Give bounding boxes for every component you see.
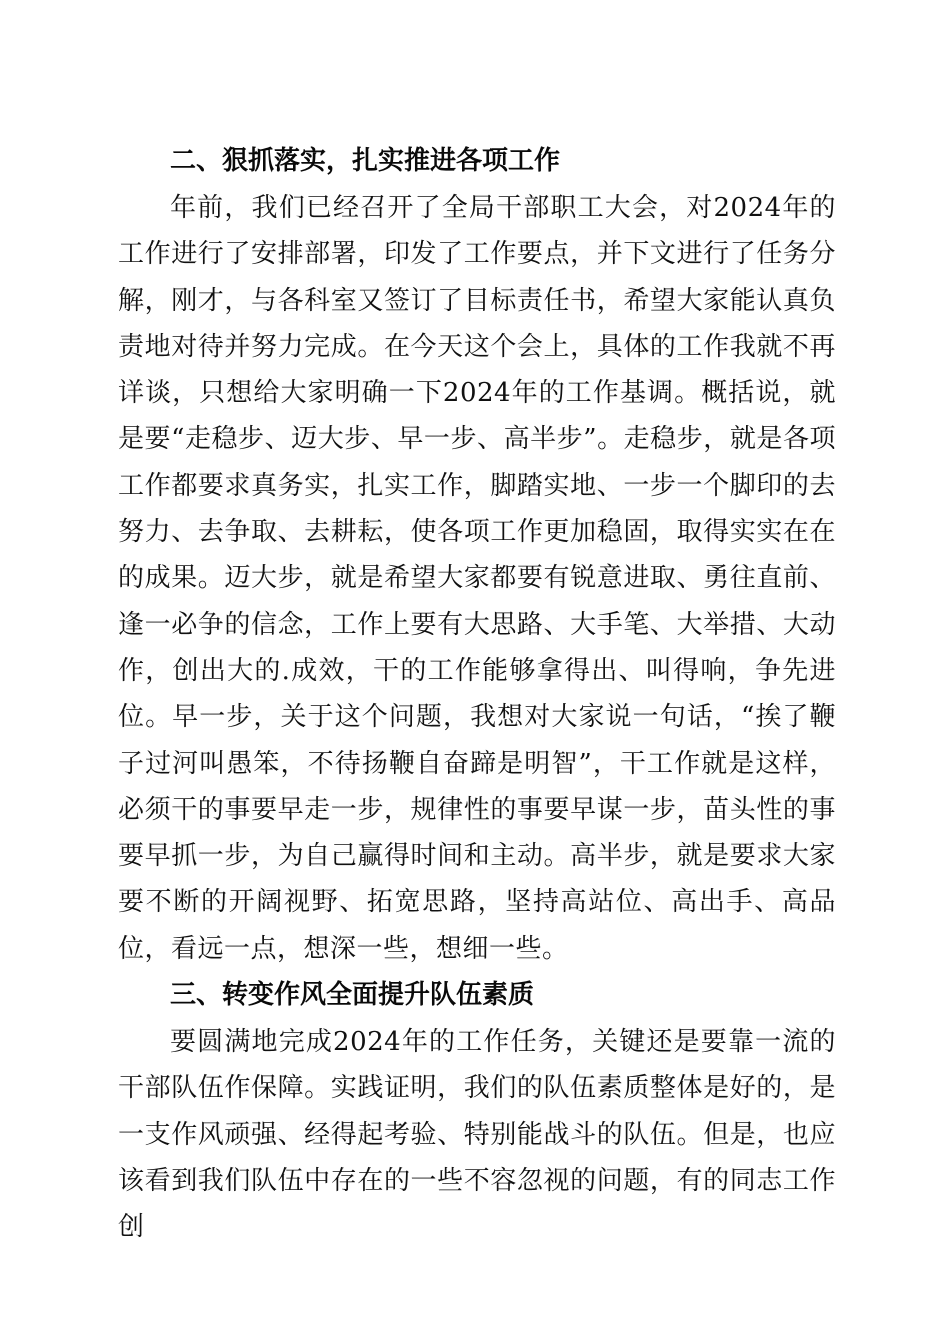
section-2-heading: 二、狠抓落实，扎实推进各项工作 <box>170 146 561 176</box>
section-3-heading: 三、转变作风全面提升队伍素质 <box>170 980 535 1011</box>
section-3-paragraph: 要圆满地完成2024年的工作任务，关键还是要靠一流的干部队伍作保障。实践证明，我们的队伍素质整体是好的，是一支作风顽强、经得起考验、特别能战斗的队伍。但是，也应该看到我们队伍中存在的一些不容忽视的问题，有的同志工作创 <box>118 1027 836 1243</box>
section-2-paragraph: 年前，我们已经召开了全局干部职工大会，对2024年的工作进行了安排部署，印发了工作要点，并下文进行了任务分解，刚才，与各科室又签订了目标责任书，希望大家能认真负责地对待并努力完成。在今天这个会上，具体的工作我就不再详谈，只想给大家明确一下2024年的工作基调。概括说，就是要“走稳步、迈大步、早一步、高半步”。走稳步，就是各项工作都要求真务实，扎实工作，脚踏实地、一步一个脚印的去努力、去争取、去耕耘，使各项工作更加稳固，取得实实在在的成果。迈大步，就是希望大家都要有锐意进取、勇往直前、逢一必争的信念，工作上要有大思路、大手笔、大举措、大动作，创出大的.成效，干的工作能够拿得出、叫得响，争先进位。早一步，关于这个问题，我想对大家说一句话，“挨了鞭子过河叫愚笨，不待扬鞭自奋蹄是明智”，干工作就是这样，必须干的事要早走一步，规律性的事要早谋一步，苗头性的事要早抓一步，为自己赢得时间和主动。高半步，就是要求大家要不断的开阔视野、拓宽思路，坚持高站位、高出手、高品位，看远一点，想深一些，想细一些。 <box>118 193 836 964</box>
document-body <box>118 138 836 1251</box>
